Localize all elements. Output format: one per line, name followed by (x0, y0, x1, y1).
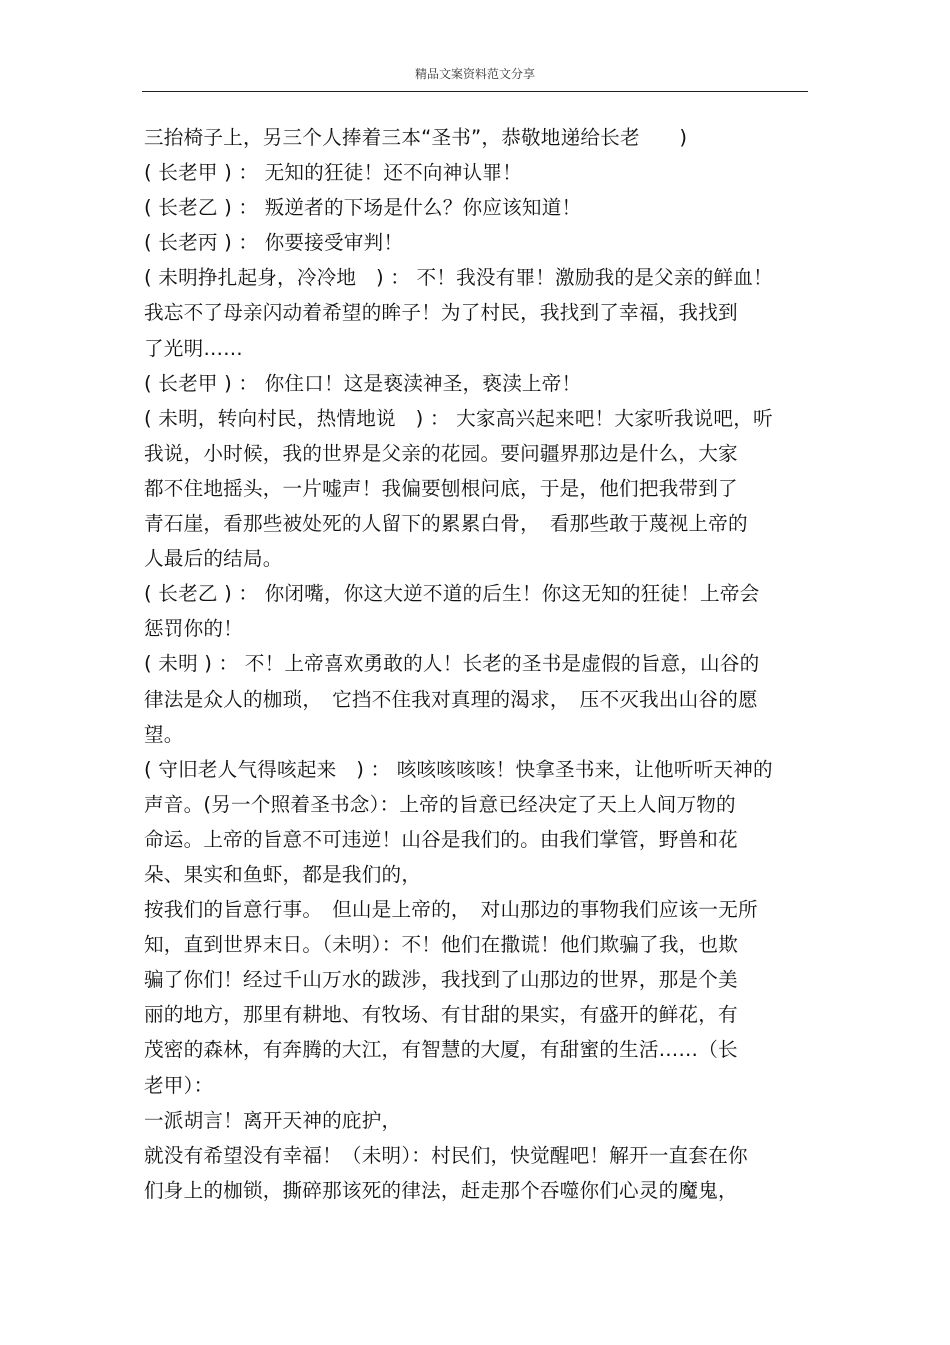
text-line: 声音。(另一个照着圣书念）：上帝的旨意已经决定了天上人间万物的 (144, 792, 736, 816)
text-line: 我忘不了母亲闪动着希望的眸子！为了村民，我找到了幸福，我找到 (144, 301, 738, 325)
text-line: 惩罚你的！ (144, 617, 243, 641)
text-line: 知，直到世界末日。（未明）：不！他们在撒谎！他们欺骗了我，也欺 (144, 933, 739, 957)
text-line: ( 长老乙 ) ： 叛逆者的下场是什么？你应该知道！ (144, 196, 582, 220)
text-line: 都不住地摇头，一片嘘声！我偏要刨根问底，于是，他们把我带到了 (144, 476, 738, 500)
text-line: 就没有希望没有幸福！（未明）：村民们，快觉醒吧！解开一直套在你 (144, 1143, 748, 1167)
text-line: 骗了你们！经过千山万水的跋涉，我找到了山那边的世界，那是个美 (144, 968, 738, 992)
text-line: ( 未明，转向村民，热情地说 ) ： 大家高兴起来吧！大家听我说吧，听 (144, 406, 773, 430)
text-line: ( 未明挣扎起身，冷冷地 ) ： 不！我没有罪！激励我的是父亲的鲜血！ (144, 266, 773, 290)
text-line: 丽的地方，那里有耕地、有牧场、有甘甜的果实，有盛开的鲜花，有 (144, 1003, 738, 1027)
text-line: 青石崖，看那些被处死的人留下的累累白骨， 看那些敢于蔑视上帝的 (144, 512, 748, 536)
text-line: 朵、果实和鱼虾，都是我们的， (144, 862, 422, 886)
text-line: 了光明…… (144, 336, 243, 360)
header-divider (142, 91, 808, 92)
script-body (144, 120, 800, 1208)
text-line: ( 长老乙 ) ： 你闭嘴，你这大逆不道的后生！你这无知的狂徒！上帝会 (144, 582, 760, 606)
text-line: 按我们的旨意行事。 但山是上帝的， 对山那边的事物我们应该一无所 (144, 898, 758, 922)
text-line: 们身上的枷锁，撕碎那该死的律法，赶走那个吞噬你们心灵的魔鬼， (144, 1178, 738, 1202)
text-line: ( 未明 ) ： 不！上帝喜欢勇敢的人！长老的圣书是虚假的旨意，山谷的 (144, 652, 760, 676)
text-line: ( 长老甲 ) ： 你住口！这是亵渎神圣，亵渎上帝！ (144, 371, 582, 395)
text-line: ( 长老甲 ) ： 无知的狂徒！还不向神认罪！ (144, 161, 522, 185)
text-line: 三抬椅子上，另三个人捧着三本“圣书”，恭敬地递给长老 ) (144, 126, 688, 149)
text-line: 律法是众人的枷琐， 它挡不住我对真理的渴求， 压不灭我出山谷的愿 (144, 687, 758, 711)
text-line: 望。 (144, 722, 184, 746)
text-line: ( 守旧老人气得咳起来 ) ： 咳咳咳咳咳！快拿圣书来，让他听听天神的 (144, 757, 773, 781)
text-line: 我说，小时候，我的世界是父亲的花园。要问疆界那边是什么，大家 (144, 441, 738, 465)
text-line: 一派胡言！离开天神的庇护， (144, 1108, 402, 1132)
text-line: ( 长老丙 ) ： 你要接受审判！ (144, 231, 404, 255)
text-line: 茂密的森林，有奔腾的大江，有智慧的大厦，有甜蜜的生活……（长 (144, 1038, 738, 1062)
page-header-title: 精品文案资料范文分享 (414, 67, 535, 81)
text-line: 人最后的结局。 (144, 547, 283, 571)
text-line: 命运。上帝的旨意不可违逆！山谷是我们的。由我们掌管，野兽和花 (144, 827, 738, 851)
text-line: 老甲）： (144, 1073, 214, 1097)
